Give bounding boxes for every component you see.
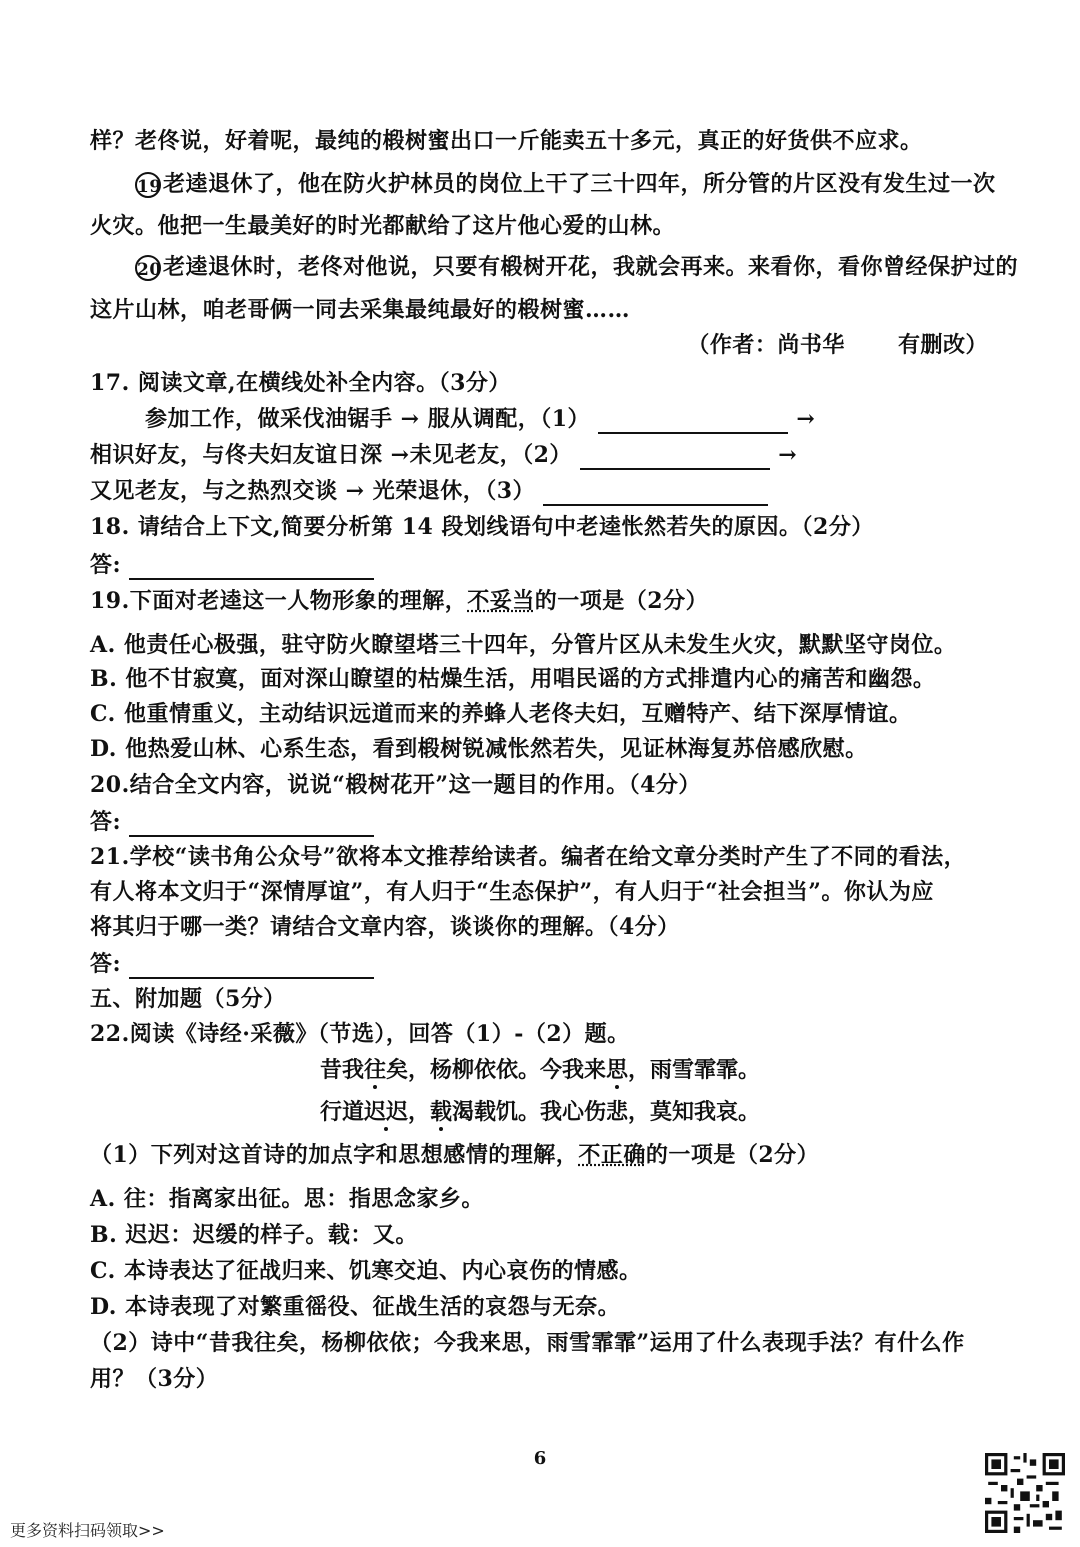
q17-flow-line-3: [90, 476, 1000, 506]
q17-blank-1[interactable]: [598, 410, 788, 434]
question-17-title: 17. 阅读文章,在横线处补全内容。（3分）: [90, 370, 511, 396]
q22-option-b[interactable]: B. 迟迟：迟缓的样子。载：又。: [90, 1222, 418, 1248]
question-21-line-1: 21.学校“读书角公众号”欲将本文推荐给读者。编者在给文章分类时产生了不同的看法，: [90, 844, 967, 870]
q17-flow-text-2: 相识好友，与佟夫妇友谊日深 →未见老友，（2）: [90, 442, 572, 468]
question-20-title: 20.结合全文内容，说说“椴树花开”这一题目的作用。（4分）: [90, 772, 701, 798]
q19-option-a[interactable]: A. 他责任心极强，驻守防火瞭望塔三十四年，分管片区从未发生火灾，默默坚守岗位。: [90, 632, 957, 658]
q19-emphasis: 不妥当: [467, 588, 535, 614]
paragraph-19-line2: 火灾。他把一生最美好的时光都献给了这片他心爱的山林。: [90, 213, 676, 239]
q18-answer-blank[interactable]: [129, 556, 374, 580]
poem-line-1: [0, 1055, 1080, 1085]
q17-blank-3[interactable]: [543, 482, 768, 506]
q22-sub1-title: [90, 1140, 1000, 1170]
poem-line-2: [0, 1097, 1080, 1127]
paragraph-number-19: 19: [135, 172, 161, 198]
paragraph-20-line2: 这片山林，咱老哥俩一同去采集最纯最好的椴树蜜……: [90, 297, 631, 323]
paragraph-number-20: 20: [135, 255, 161, 281]
paragraph-20-line: [135, 252, 1019, 282]
q19-option-c[interactable]: C. 他重情重义，主动结识远道而来的养蜂人老佟夫妇，互赠特产、结下深厚情谊。: [90, 701, 912, 727]
q17-flow-line-2: [90, 440, 1000, 470]
q22-option-c[interactable]: C. 本诗表达了征战归来、饥寒交迫、内心哀伤的情感。: [90, 1258, 642, 1284]
poem-dotted-char: 思: [606, 1057, 629, 1083]
poem-text: ，雨雪霏霏。: [628, 1057, 761, 1083]
arrow-icon: →: [778, 442, 798, 468]
section-5-title: 五、附加题（5分）: [90, 986, 286, 1012]
q19-option-d[interactable]: D. 他热爱山林、心系生态，看到椴树锐减怅然若失，见证林海复苏倍感欣慰。: [90, 736, 868, 762]
question-19-title: [90, 586, 1000, 616]
paragraph-19-line: [135, 169, 1000, 199]
answer-label: 答:: [90, 951, 122, 977]
footer-link[interactable]: 更多资料扫码领取>>: [10, 1521, 165, 1540]
q21-answer-blank[interactable]: [129, 955, 374, 979]
paragraph-19-text: 老逵退休了，他在防火护林员的岗位上干了三十四年，所分管的片区没有发生过一次: [163, 171, 996, 197]
q19-title-text: 19.下面对老逵这一人物形象的理解，: [90, 588, 468, 614]
q17-flow-text-1: 参加工作，做采伐油锯手 → 服从调配，（1）: [145, 406, 591, 432]
paragraph-20-text: 老逵退休时，老佟对他说，只要有椴树开花，我就会再来。来看你，看你曾经保护过的: [163, 254, 1019, 280]
poem-text: 矣，杨柳依依。今我来: [385, 1057, 606, 1083]
q22-sub1-emphasis: 不正确: [578, 1142, 646, 1168]
q17-blank-2[interactable]: [580, 446, 770, 470]
answer-label: 答:: [90, 552, 122, 578]
poem-text: 昔我: [319, 1057, 364, 1083]
arrow-icon: →: [796, 406, 816, 432]
passage-line: 样？老佟说，好着呢，最纯的椴树蜜出口一斤能卖五十多元，真正的好货供不应求。: [90, 128, 923, 154]
q18-answer-line: [90, 550, 1000, 580]
poem-text: 渴载饥。我心伤悲，莫知我哀。: [452, 1099, 761, 1125]
page-number: 6: [533, 1448, 547, 1469]
poem-text: ，: [407, 1099, 430, 1125]
q17-flow-line-1: [145, 404, 1000, 434]
q19-option-b[interactable]: B. 他不甘寂寞，面对深山瞭望的枯燥生活，用唱民谣的方式排遣内心的痛苦和幽怨。: [90, 666, 936, 692]
question-21-line-2: 有人将本文归于“深情厚谊”，有人归于“生态保护”，有人归于“社会担当”。你认为应: [90, 879, 934, 905]
q17-flow-text-3: 又见老友，与之热烈交谈 → 光荣退休，（3）: [90, 478, 536, 504]
author-credit: （作者：尚书华 有删改）: [687, 332, 988, 358]
q21-answer-line: [90, 949, 1000, 979]
q22-option-d[interactable]: D. 本诗表现了对繁重徭役、征战生活的哀怨与无奈。: [90, 1294, 621, 1320]
poem-dotted-char: 往: [363, 1057, 386, 1083]
answer-label: 答:: [90, 809, 122, 835]
qr-code-icon[interactable]: [985, 1453, 1065, 1533]
poem-text: 行道: [319, 1099, 364, 1125]
q22-sub2-line-2: 用？（3分）: [90, 1366, 219, 1392]
poem-dotted-char: 迟迟: [363, 1099, 408, 1125]
q22-sub1-text: （1）下列对这首诗的加点字和思想感情的理解，: [90, 1142, 579, 1168]
q20-answer-line: [90, 807, 1000, 837]
q22-sub1-suffix: 的一项是（2分）: [645, 1142, 820, 1168]
q22-sub2-line-1: （2）诗中“昔我往矣，杨柳依依；今我来思，雨雪霏霏”运用了什么表现手法？有什么作: [90, 1330, 965, 1356]
q20-answer-blank[interactable]: [129, 813, 374, 837]
question-18-title: 18. 请结合上下文,简要分析第 14 段划线语句中老逵怅然若失的原因。（2分）: [90, 514, 874, 540]
question-22-title: 22.阅读《诗经·采薇》（节选），回答（1）-（2）题。: [90, 1021, 630, 1047]
q22-option-a[interactable]: A. 往：指离家出征。思：指思念家乡。: [90, 1186, 484, 1212]
q19-title-suffix: 的一项是（2分）: [534, 588, 709, 614]
question-21-line-3: 将其归于哪一类？请结合文章内容，谈谈你的理解。（4分）: [90, 914, 680, 940]
poem-dotted-char: 载: [430, 1099, 453, 1125]
